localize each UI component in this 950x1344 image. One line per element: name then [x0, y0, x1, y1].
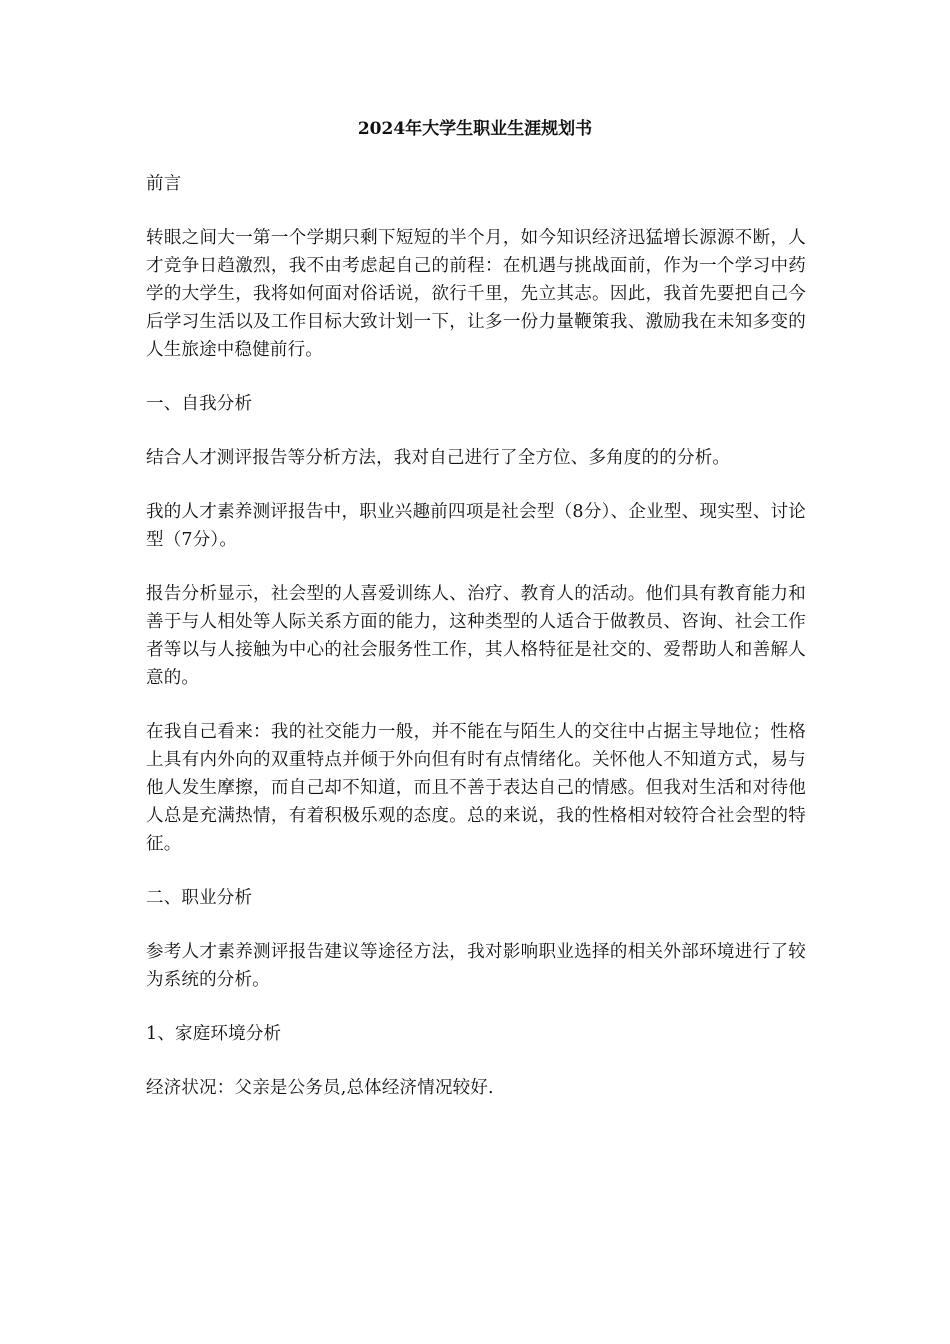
- subsection-heading-family: 1、家庭环境分析: [146, 1024, 282, 1044]
- report-analysis-paragraph: 报告分析显示，社会型的人喜爱训练人、治疗、教育人的活动。他们具有教育能力和善于与人相处等人际关系方面的能力，这种类型的人适合于做教员、咨询、社会工作者等以与人接触为中心的社会服务性工作，其人格特征是社交的、爱帮助人和善解人意的。: [146, 584, 806, 688]
- document-body: [146, 170, 806, 1128]
- section-heading-career-analysis: 二、职业分析: [146, 888, 253, 908]
- preface-paragraph: 转眼之间大一第一个学期只剩下短短的半个月，如今知识经济迅猛增长源源不断，人才竞争日趋激烈，我不由考虑起自己的前程：在机遇与挑战面前，作为一个学习中药学的大学生，我将如何面对俗话说，欲行千里，先立其志。因此，我首先要把自己今后学习生活以及工作目标大致计划一下，让多一份力量鞭策我、激励我在未知多变的人生旅途中稳健前行。: [146, 228, 806, 360]
- career-analysis-intro: 参考人才素养测评报告建议等途径方法，我对影响职业选择的相关外部环境进行了较为系统的分析。: [146, 942, 806, 990]
- self-view-paragraph: 在我自己看来：我的社交能力一般，并不能在与陌生人的交往中占据主导地位；性格上具有内外向的双重特点并倾于外向但有时有点情绪化。关怀他人不知道方式，易与他人发生摩擦，而自己却不知道，而且不善于表达自己的情感。但我对生活和对待他人总是充满热情，有着积极乐观的态度。总的来说，我的性格相对较符合社会型的特征。: [146, 722, 806, 854]
- assessment-result-paragraph: 我的人才素养测评报告中，职业兴趣前四项是社会型（8分）、企业型、现实型、讨论型（7分）。: [146, 502, 806, 550]
- economic-status-paragraph: 经济状况：父亲是公务员,总体经济情况较好.: [146, 1078, 494, 1098]
- self-analysis-intro: 结合人才测评报告等分析方法，我对自己进行了全方位、多角度的的分析。: [146, 448, 731, 468]
- document-title: 2024年大学生职业生涯规划书: [357, 119, 593, 139]
- section-heading-self-analysis: 一、自我分析: [146, 394, 253, 414]
- preface-heading: 前言: [146, 174, 182, 194]
